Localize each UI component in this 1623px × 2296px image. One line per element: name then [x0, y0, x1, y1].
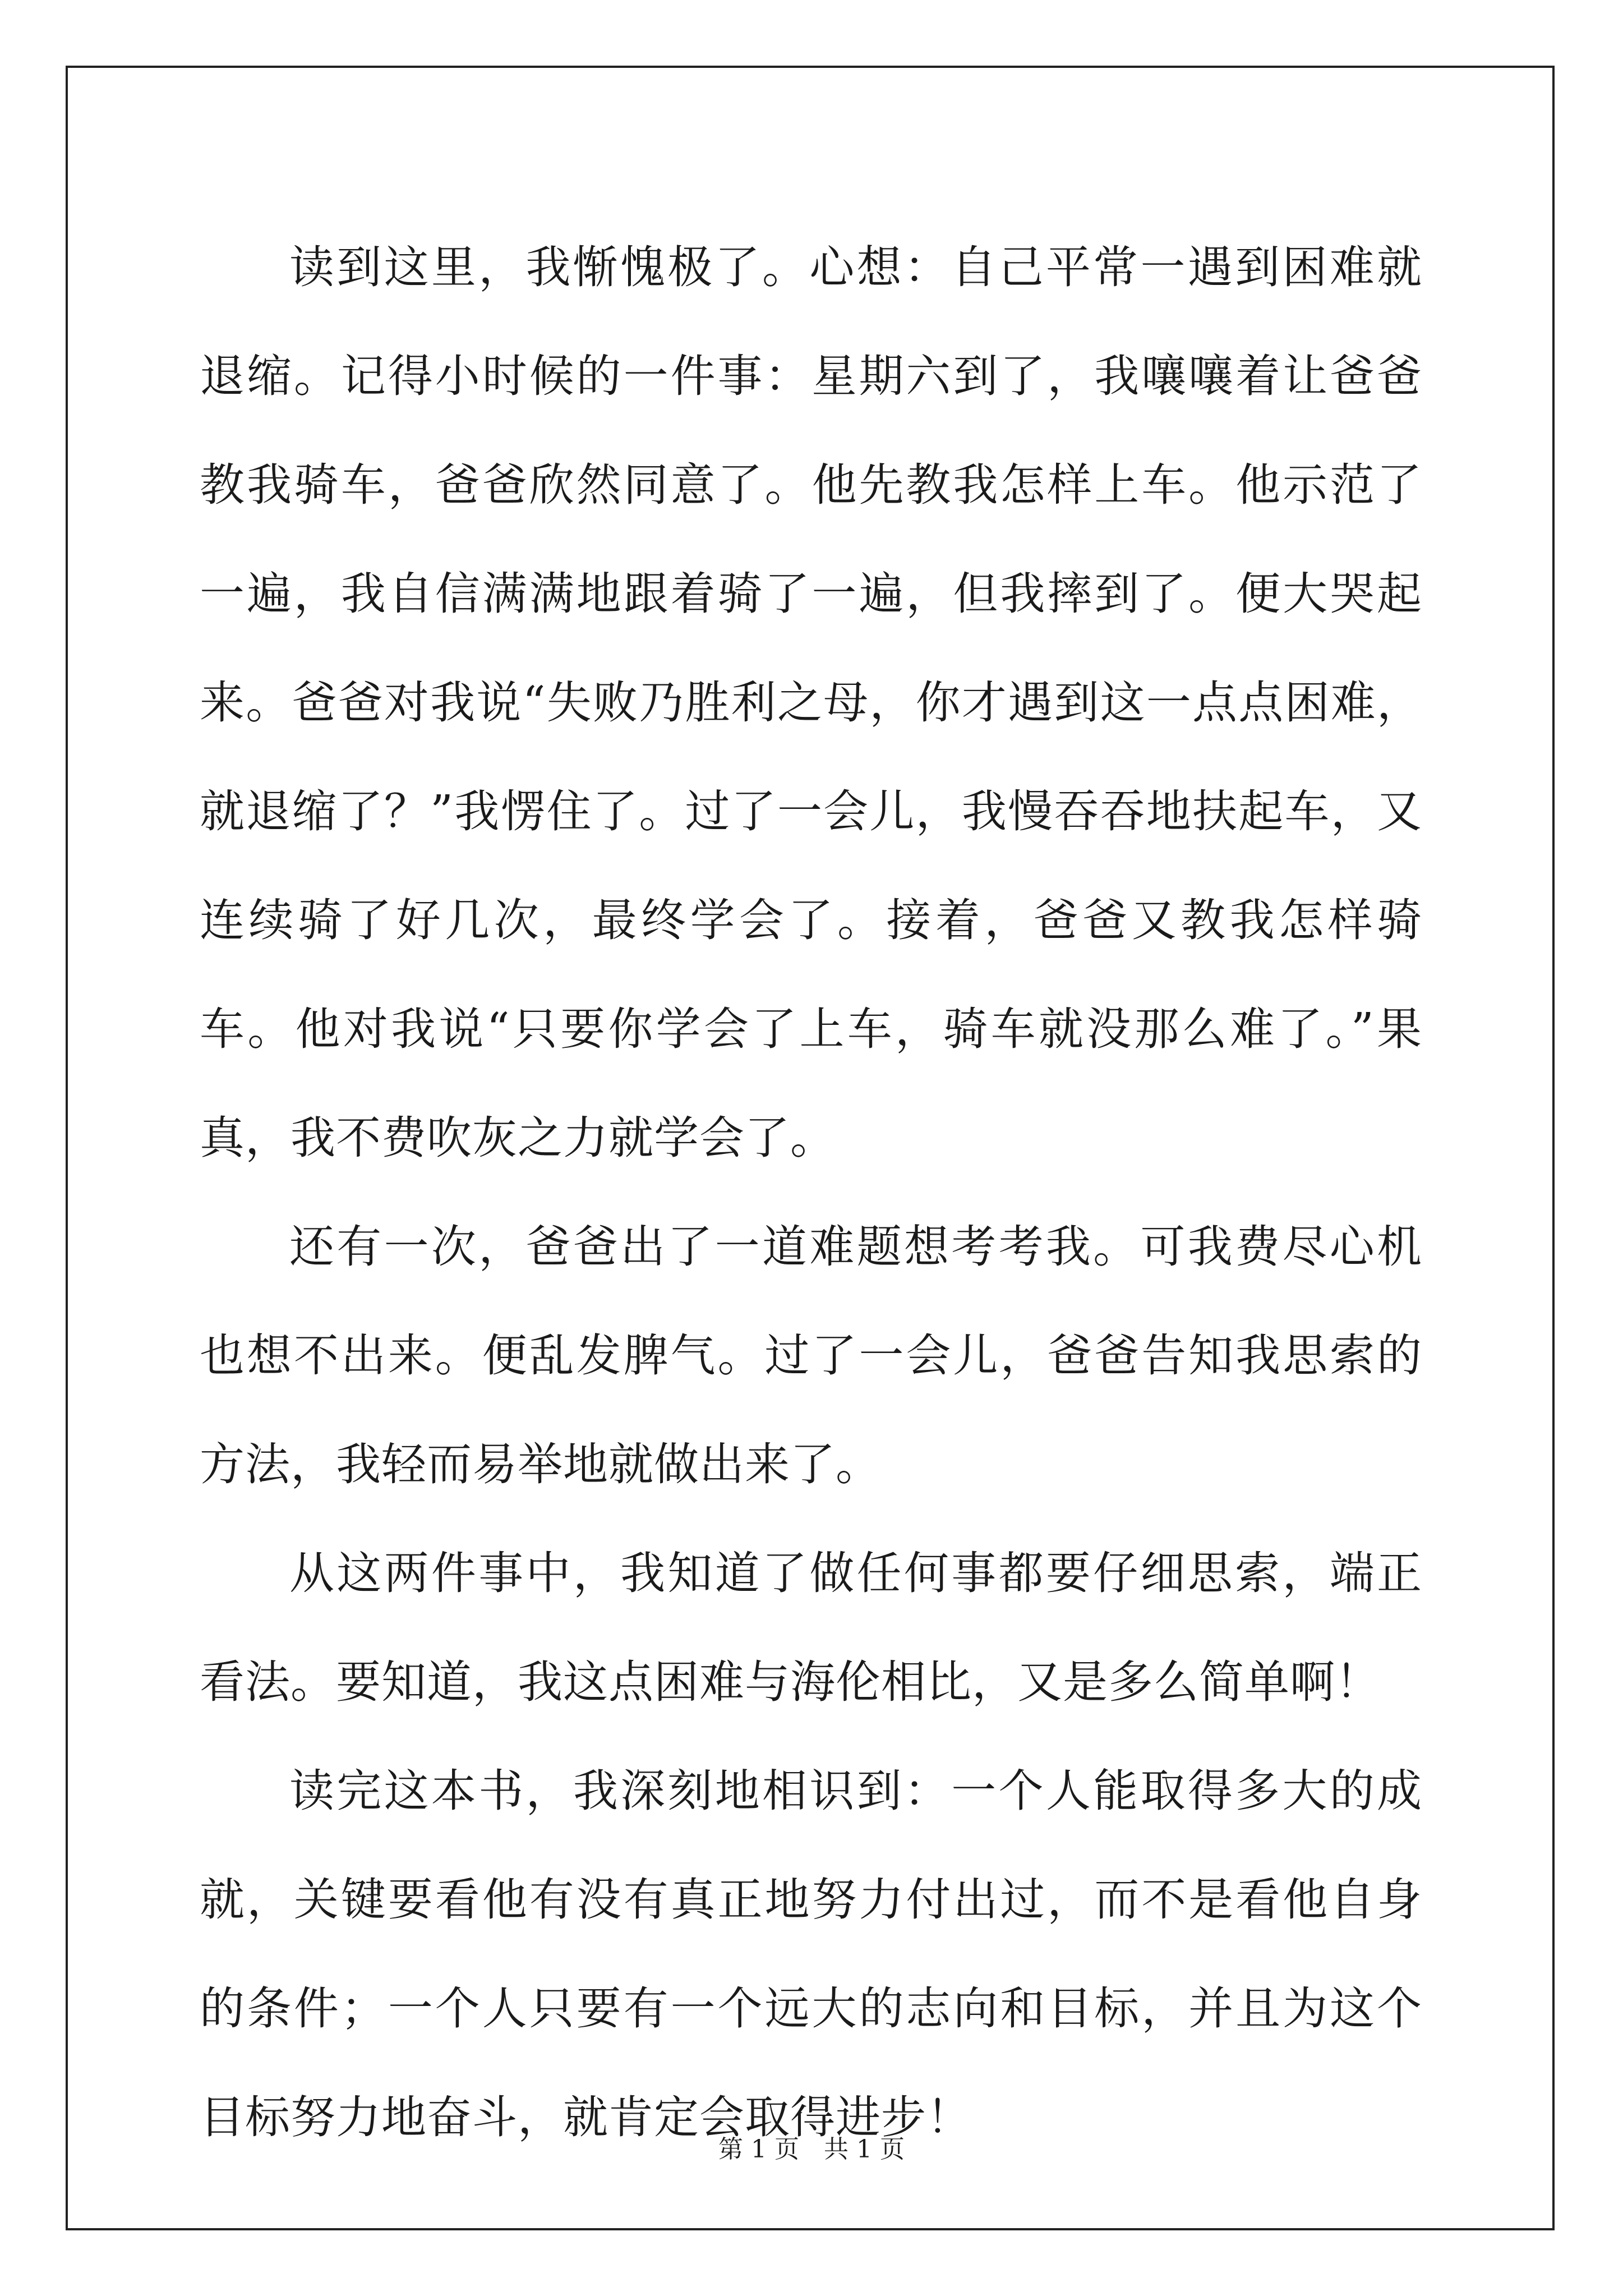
page-number-footer: 第 1 页 共 1 页 [718, 2135, 905, 2164]
paragraph-3: 从这两件事中，我知道了做任何事都要仔细思索，端正看法。要知道，我这点困难与海伦相比，又是多么简单啊！ [200, 1547, 1422, 1708]
paragraph-4: 读完这本书，我深刻地相识到：一个人能取得多大的成就，关键要看他有没有真正地努力付出过，而不是看他自身的条件；一个人只要有一个远大的志向和目标，并且为这个目标努力地奋斗，就肯定会取得进步！ [200, 1765, 1422, 2143]
document-body [200, 213, 1422, 2172]
paragraph-2: 还有一次，爸爸出了一道难题想考考我。可我费尽心机也想不出来。便乱发脾气。过了一会儿，爸爸告知我思索的方法，我轻而易举地就做出来了。 [200, 1221, 1422, 1490]
paragraph-1: 读到这里，我惭愧极了。心想：自己平常一遇到困难就退缩。记得小时候的一件事：星期六到了，我嚷嚷着让爸爸教我骑车，爸爸欣然同意了。他先教我怎样上车。他示范了一遍，我自信满满地跟着骑了一遍，但我摔到了。便大哭起来。爸爸对我说“失败乃胜利之母，你才遇到这一点点困难，就退缩了？”我愣住了。过了一会儿，我慢吞吞地扶起车，又连续骑了好几次，最终学会了。接着，爸爸又教我怎样骑车。他对我说“只要你学会了上车，骑车就没那么难了。”果真，我不费吹灰之力就学会了。 [200, 241, 1422, 1164]
